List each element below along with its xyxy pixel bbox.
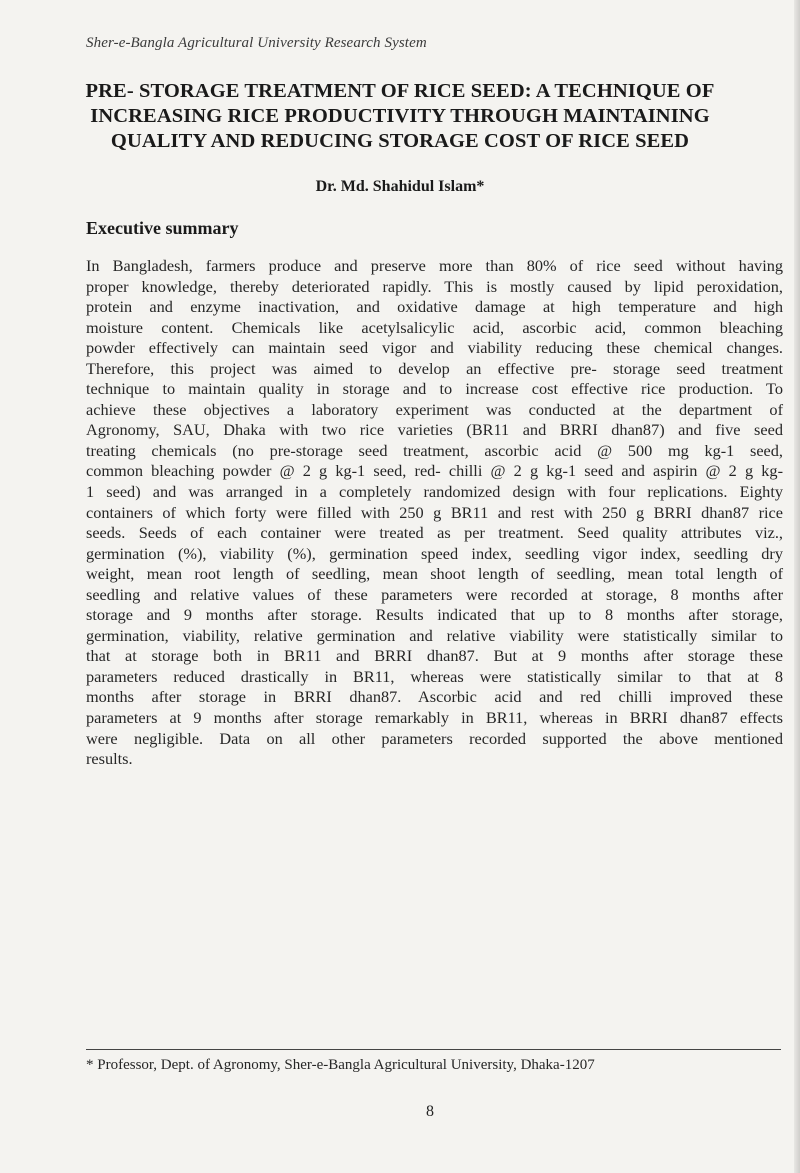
footnote: * Professor, Dept. of Agronomy, Sher-e-Bangla Agricultural University, Dhaka-1207 <box>86 1057 595 1073</box>
section-heading: Executive summary <box>86 218 239 238</box>
summary-line: germination, viability, relative germination and relative viability were statistically similar to <box>86 625 783 645</box>
title-line: QUALITY AND REDUCING STORAGE COST OF RICE SEED <box>110 130 690 152</box>
summary-line: weight, mean root length of seedling, mean shoot length of seedling, mean total length of <box>86 564 783 584</box>
summary-line: technique to maintain quality in storage and to increase cost effective rice production. To <box>86 379 783 399</box>
summary-line: Agronomy, SAU, Dhaka with two rice varieties (BR11 and BRRI dhan87) and five seed <box>86 420 783 440</box>
summary-line: powder effectively can maintain seed vigor and viability reducing these chemical changes. <box>86 338 783 358</box>
summary-line: germination (%), viability (%), germination speed index, seedling vigor index, seedling dry <box>86 543 783 563</box>
summary-line: protein and enzyme inactivation, and oxidative damage at high temperature and high <box>86 297 783 317</box>
article-title <box>60 79 740 154</box>
summary-line: seeds. Seeds of each container were treated as per treatment. Seed quality attributes viz., <box>86 523 783 543</box>
running-header: Sher-e-Bangla Agricultural University Research System <box>86 35 427 51</box>
summary-line: In Bangladesh, farmers produce and preserve more than 80% of rice seed without having <box>86 256 783 275</box>
page-number: 8 <box>426 1103 434 1120</box>
summary-line: results. <box>86 749 133 769</box>
summary-line: moisture content. Chemicals like acetylsalicylic acid, ascorbic acid, common bleaching <box>86 317 783 337</box>
summary-line: parameters at 9 months after storage remarkably in BR11, whereas in BRRI dhan87 effects <box>86 708 783 728</box>
summary-line: storage and 9 months after storage. Results indicated that up to 8 months after storage, <box>86 605 783 625</box>
author-name: Dr. Md. Shahidul Islam* <box>315 178 485 195</box>
title-line: PRE- STORAGE TREATMENT OF RICE SEED: A TECHNIQUE OF <box>85 80 715 102</box>
summary-line: 1 seed) and was arranged in a completely randomized design with four replications. Eighty <box>86 482 783 502</box>
summary-line: that at storage both in BR11 and BRRI dhan87. But at 9 months after storage these <box>86 646 783 666</box>
summary-line: treating chemicals (no pre-storage seed treatment, ascorbic acid @ 500 mg kg-1 seed, <box>86 440 783 460</box>
summary-line: Therefore, this project was aimed to develop an effective pre- storage seed treatment <box>86 358 783 378</box>
summary-line: proper knowledge, thereby deteriorated rapidly. This is mostly caused by lipid peroxidation, <box>86 276 783 296</box>
footnote-divider <box>86 1049 781 1050</box>
summary-line: were negligible. Data on all other parameters recorded supported the above mentioned <box>86 728 783 748</box>
summary-paragraph <box>86 256 783 770</box>
summary-line: seedling and relative values of these parameters were recorded at storage, 8 months after <box>86 584 783 604</box>
summary-line: containers of which forty were filled with 250 g BR11 and rest with 250 g BRRI dhan87 rice <box>86 502 783 522</box>
summary-line: parameters reduced drastically in BR11, whereas were statistically similar to that at 8 <box>86 666 783 686</box>
summary-line: achieve these objectives a laboratory experiment was conducted at the department of <box>86 399 783 419</box>
summary-line: months after storage in BRRI dhan87. Ascorbic acid and red chilli improved these <box>86 687 783 707</box>
page-edge-shadow <box>794 0 800 1173</box>
summary-line: common bleaching powder @ 2 g kg-1 seed, red- chilli @ 2 g kg-1 seed and aspirin @ 2 g kg- <box>86 461 783 481</box>
title-line: INCREASING RICE PRODUCTIVITY THROUGH MAINTAINING <box>90 105 710 127</box>
